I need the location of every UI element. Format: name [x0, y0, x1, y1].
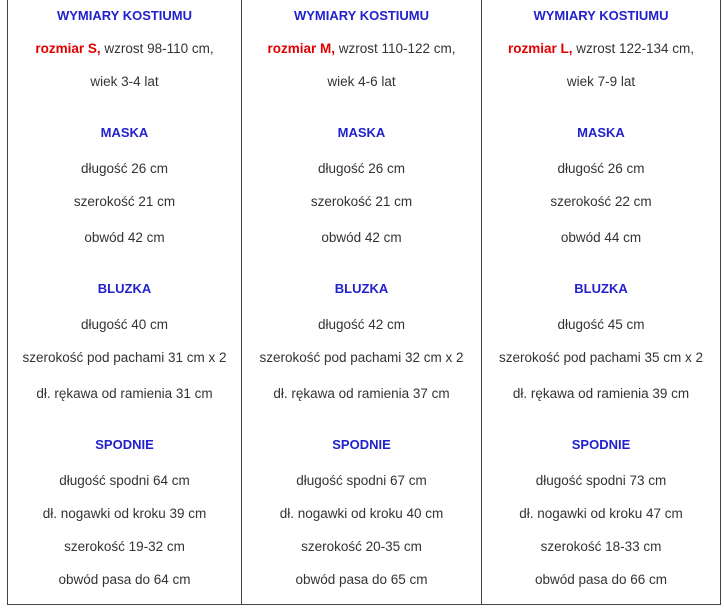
mask-length: długość 26 cm — [557, 161, 645, 176]
mask-length: długość 26 cm — [80, 161, 169, 176]
mask-circumference: obwód 42 cm — [321, 230, 402, 245]
height-range: wzrost 110-122 cm, — [334, 41, 456, 56]
mask-heading: MASKA — [100, 125, 149, 140]
size-column-m — [241, 0, 481, 604]
costume-dimensions-heading: WYMIARY KOSTIUMU — [56, 8, 193, 23]
size-column-s — [8, 0, 241, 604]
mask-length: długość 26 cm — [317, 161, 406, 176]
pants-length: długość spodni 73 cm — [535, 473, 667, 488]
blouse-sleeve-length: dł. rękawa od ramienia 31 cm — [36, 386, 213, 401]
blouse-sleeve-length: dł. rękawa od ramienia 37 cm — [273, 386, 450, 401]
pants-heading: SPODNIE — [571, 437, 631, 452]
pants-width: szerokość 20-35 cm — [301, 539, 422, 554]
size-label: rozmiar S, — [35, 41, 101, 56]
size-height-line — [482, 41, 720, 56]
size-label: rozmiar L, — [507, 41, 573, 56]
blouse-sleeve-length: dł. rękawa od ramienia 39 cm — [512, 386, 690, 401]
pants-waist: obwód pasa do 66 cm — [534, 572, 668, 587]
size-height-line — [242, 41, 481, 56]
pants-waist: obwód pasa do 64 cm — [58, 572, 191, 587]
age-range: wiek 7-9 lat — [566, 74, 636, 89]
pants-heading: SPODNIE — [95, 437, 154, 452]
blouse-chest-width: szerokość pod pachami 31 cm x 2 — [22, 350, 227, 365]
height-range: wzrost 122-134 cm, — [572, 41, 695, 56]
blouse-length: długość 40 cm — [80, 317, 169, 332]
pants-heading: SPODNIE — [332, 437, 391, 452]
size-height-line — [8, 41, 241, 56]
blouse-heading: BLUZKA — [574, 281, 628, 296]
mask-circumference: obwód 42 cm — [84, 230, 165, 245]
mask-width: szerokość 21 cm — [73, 194, 176, 209]
mask-width: szerokość 22 cm — [550, 194, 652, 209]
age-range: wiek 4-6 lat — [327, 74, 396, 89]
pants-width: szerokość 18-33 cm — [540, 539, 662, 554]
age-range: wiek 3-4 lat — [90, 74, 159, 89]
mask-circumference: obwód 44 cm — [560, 230, 642, 245]
blouse-length: długość 42 cm — [317, 317, 406, 332]
costume-dimensions-heading: WYMIARY KOSTIUMU — [293, 8, 430, 23]
pants-waist: obwód pasa do 65 cm — [295, 572, 428, 587]
pants-width: szerokość 19-32 cm — [64, 539, 185, 554]
blouse-heading: BLUZKA — [334, 281, 389, 296]
pants-inseam: dł. nogawki od kroku 39 cm — [42, 506, 207, 521]
mask-heading: MASKA — [337, 125, 386, 140]
size-column-l — [481, 0, 720, 604]
blouse-heading: BLUZKA — [97, 281, 152, 296]
size-label: rozmiar M, — [267, 41, 335, 56]
costume-dimensions-heading: WYMIARY KOSTIUMU — [533, 8, 669, 23]
blouse-chest-width: szerokość pod pachami 32 cm x 2 — [259, 350, 464, 365]
pants-length: długość spodni 67 cm — [296, 473, 427, 488]
blouse-chest-width: szerokość pod pachami 35 cm x 2 — [498, 350, 704, 365]
height-range: wzrost 98-110 cm, — [100, 41, 214, 56]
blouse-length: długość 45 cm — [557, 317, 645, 332]
size-table — [7, 0, 721, 605]
pants-inseam: dł. nogawki od kroku 40 cm — [279, 506, 444, 521]
mask-width: szerokość 21 cm — [310, 194, 413, 209]
mask-heading: MASKA — [577, 125, 625, 140]
pants-length: długość spodni 64 cm — [59, 473, 190, 488]
pants-inseam: dł. nogawki od kroku 47 cm — [519, 506, 683, 521]
